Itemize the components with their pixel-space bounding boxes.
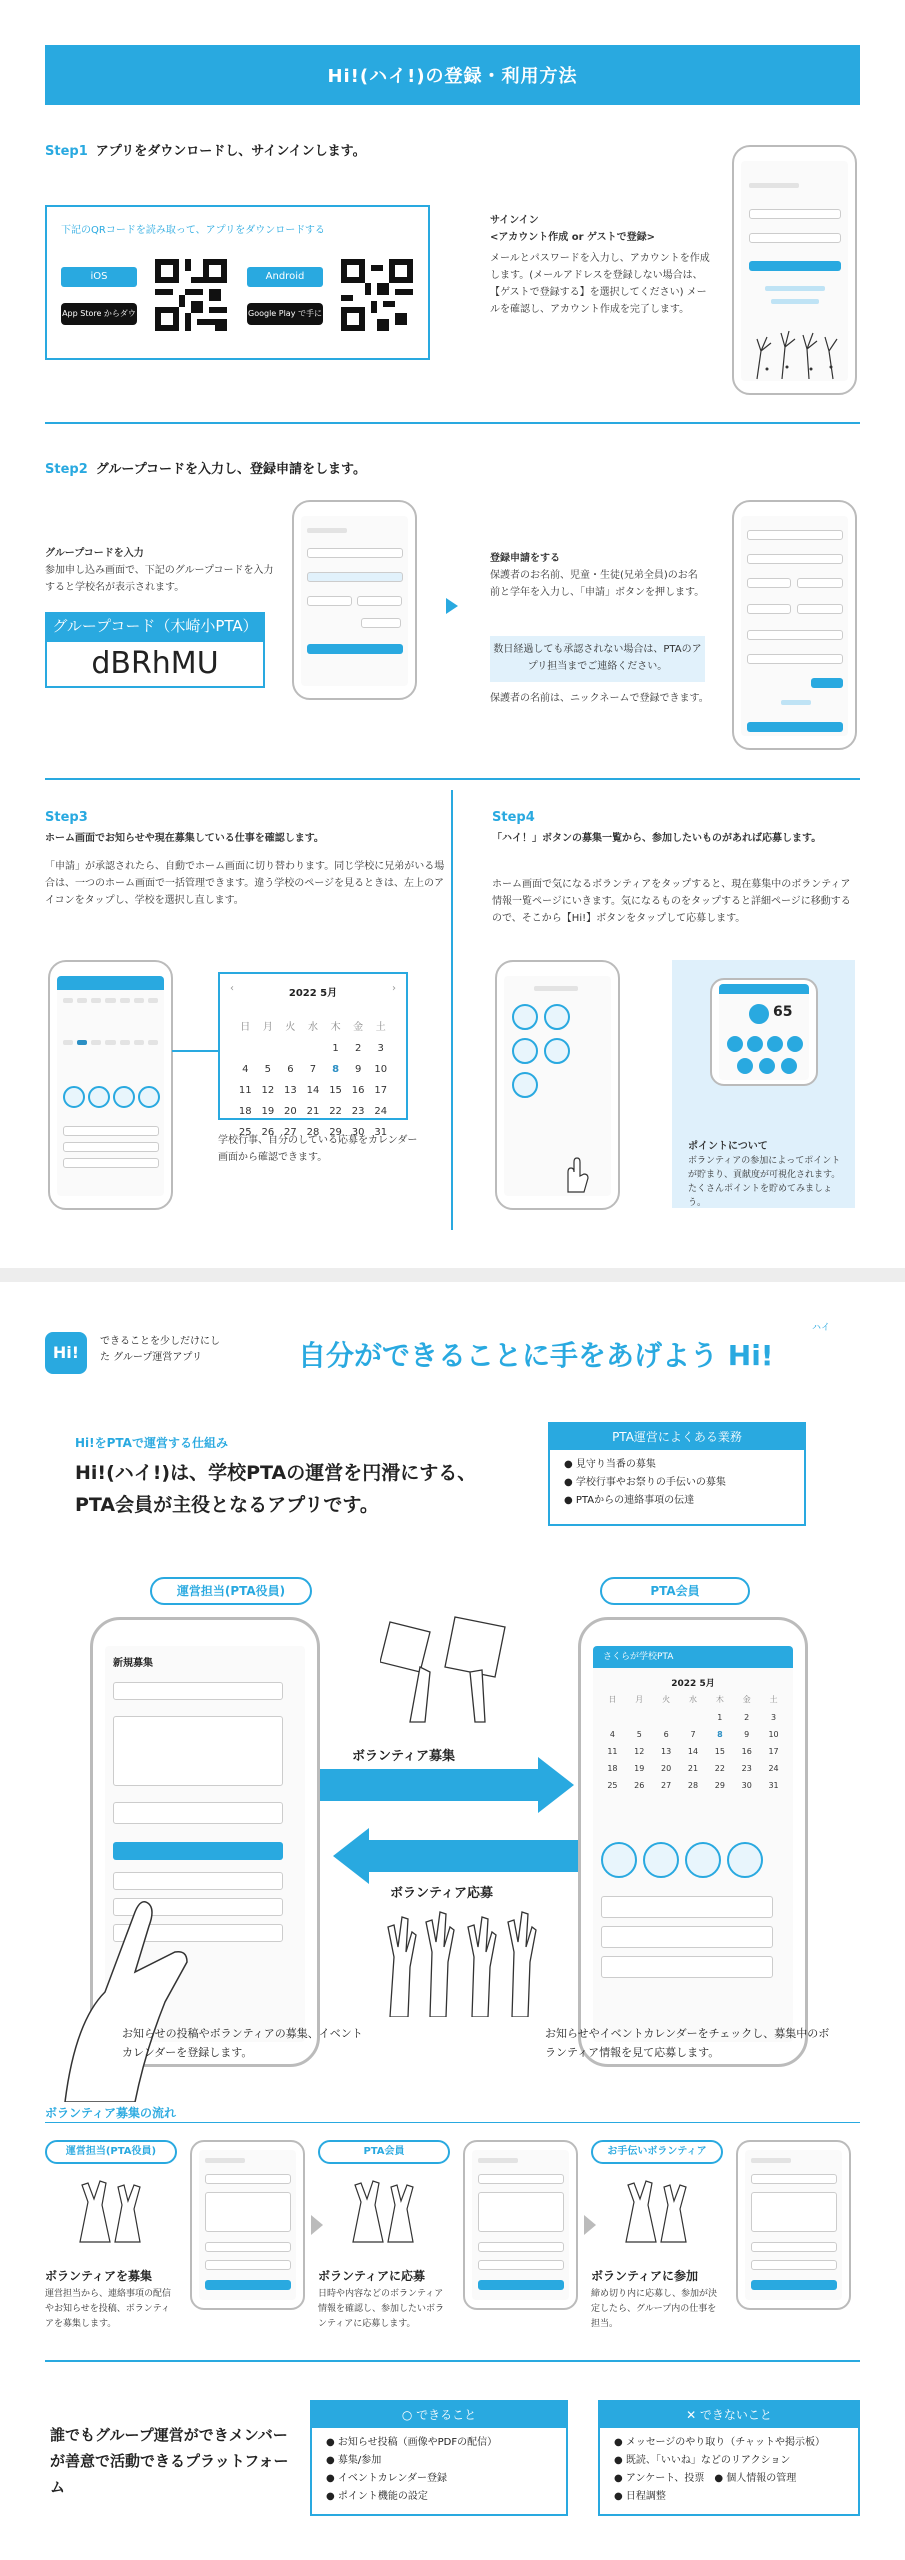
calendar-date	[599, 1713, 626, 1722]
vertical-divider	[451, 790, 453, 1230]
flow-step-phone	[190, 2140, 305, 2310]
calendar-date[interactable]: 13	[284, 1085, 297, 1096]
calendar-date[interactable]: 31	[768, 1781, 779, 1790]
apply-text: 保護者のお名前、児童・生徒(兄弟全員)のお名前と学年を入力し、「申請」ボタンを押します。	[490, 570, 705, 598]
calendar-date[interactable]: 15	[329, 1085, 342, 1096]
calendar-date	[279, 1043, 302, 1054]
member-caption: お知らせやイベントカレンダーをチェックし、募集中のボランティア情報を見て応募します。	[545, 2027, 830, 2059]
calendar-date	[257, 1043, 280, 1054]
step3-number: Step3	[45, 810, 88, 825]
calendar-date[interactable]: 21	[687, 1764, 699, 1773]
calendar-date[interactable]: 12	[261, 1085, 275, 1096]
calendar-weekday: 火	[662, 1695, 671, 1704]
calendar-date[interactable]: 3	[377, 1043, 384, 1054]
group-code-text: 参加申し込み画面で、下記のグループコードを入力すると学校名が表示されます。	[45, 565, 274, 593]
calendar-date[interactable]: 9	[744, 1730, 750, 1739]
calendar-weekday: 日	[240, 1022, 251, 1033]
pointing-hand-illustration	[45, 1852, 205, 2102]
calendar-date[interactable]: 11	[238, 1085, 252, 1096]
list-item: ● ポイント機能の設定	[326, 2491, 428, 2502]
calendar-weekday: 土	[375, 1022, 386, 1033]
flow-section-title: ボランティア募集の流れ	[45, 2106, 177, 2120]
step4-heading	[492, 810, 543, 825]
step2-number: Step2	[45, 462, 88, 477]
calendar-grid	[234, 1018, 392, 1148]
calendar-weekday: 土	[769, 1695, 778, 1704]
signin-title: サインイン	[490, 215, 539, 226]
calendar-date[interactable]: 5	[636, 1730, 642, 1739]
group-code-value[interactable]: dBRhMU	[45, 640, 265, 688]
calendar-date[interactable]: 15	[714, 1747, 725, 1756]
phone-mockup-apply	[732, 500, 857, 750]
step4-text: ホーム画面で気になるボランティアをタップすると、現在募集中のボランティア情報一覧ページにいきます。気になるものをタップすると詳細ページに移動するので、そこから【Hi!】ボタンをタップして応募します。	[492, 879, 851, 924]
calendar-date[interactable]: 31	[374, 1127, 388, 1138]
calendar-date[interactable]: 9	[354, 1064, 362, 1075]
step3-title: ホーム画面でお知らせや現在募集している仕事を確認します。	[45, 833, 324, 844]
signin-subtitle: <アカウント作成 or ゲストで登録>	[490, 232, 656, 243]
calendar-date[interactable]: 16	[741, 1747, 752, 1756]
calendar-date[interactable]: 10	[374, 1064, 388, 1075]
calendar-date[interactable]: 6	[287, 1064, 294, 1075]
calendar-date[interactable]: 11	[607, 1747, 618, 1756]
headline	[298, 1334, 774, 1374]
flow-step-role: お手伝いボランティア	[591, 2140, 723, 2164]
calendar-date[interactable]: 7	[309, 1064, 317, 1075]
headline-ruby: ハイ	[812, 1323, 831, 1333]
list-item: ● 見守り当番の募集	[564, 1459, 656, 1470]
admin-caption: お知らせの投稿やボランティアの募集、イベントカレンダーを登録します。	[122, 2027, 363, 2059]
page-banner-title: Hi!(ハイ!)の登録・利用方法	[45, 45, 860, 105]
flow-step-illustration	[616, 2177, 696, 2247]
flow-step-title: ボランティアを募集	[45, 2269, 153, 2283]
headline-hi: Hi!	[727, 1339, 774, 1372]
flow-step-illustration	[70, 2177, 150, 2247]
calendar-date[interactable]: 14	[687, 1747, 699, 1756]
member-calendar-title: 2022 5月	[671, 1679, 715, 1689]
apply-arrow-icon	[333, 1828, 369, 1884]
calendar-date[interactable]: 23	[741, 1764, 752, 1773]
calendar-zoom	[218, 972, 408, 1138]
calendar-date[interactable]: 27	[661, 1781, 672, 1790]
points-panel	[672, 960, 855, 1208]
list-item: ● アンケート、投票 ● 個人情報の管理	[614, 2473, 797, 2484]
faq-box	[548, 1422, 806, 1526]
flow-arrow-icon	[311, 2215, 323, 2235]
faq-list	[550, 1450, 804, 1516]
calendar-date[interactable]: 24	[768, 1764, 779, 1773]
points-text: ボランティアの参加によってポイントが貯まり、貢献度が可視化されます。たくさんポイントを貯めてみましょう。	[688, 1156, 841, 1208]
apply-nickname-note: 保護者の名前は、ニックネームで登録できます。	[490, 693, 709, 704]
can-do-list	[312, 2428, 566, 2512]
calendar-date[interactable]: 26	[261, 1127, 275, 1138]
step4-number: Step4	[492, 810, 535, 825]
group-code-label: グループコード（木崎小PTA）	[45, 612, 265, 640]
calendar-date[interactable]: 3	[771, 1713, 777, 1722]
flow-arrow-icon	[584, 2215, 596, 2235]
page-registration-guide	[0, 0, 905, 1268]
recruit-label: ボランティア募集	[352, 1749, 455, 1764]
phone-mockup-group-code	[292, 500, 417, 700]
list-item: ● お知らせ投稿（画像やPDFの配信）	[326, 2437, 498, 2448]
faq-title: PTA運営によくある業務	[550, 1424, 804, 1450]
recruit-arrow-body	[320, 1769, 540, 1801]
flow-step-phone	[736, 2140, 851, 2310]
calendar-date[interactable]: 1	[332, 1043, 339, 1054]
ios-qr-code[interactable]	[155, 259, 227, 331]
calendar-weekday: 日	[608, 1695, 617, 1704]
appstore-badge[interactable]: App Store からダウンロード	[61, 303, 137, 325]
list-item: ● 学校行事やお祭りの手伝いの募集	[564, 1477, 726, 1488]
calendar-weekday: 水	[688, 1695, 697, 1704]
member-screen-title: さくらが学校PTA	[593, 1646, 793, 1668]
mechanism-subtitle: Hi!をPTAで運営する仕組み	[75, 1436, 228, 1450]
calendar-date[interactable]: 5	[264, 1064, 272, 1075]
calendar-weekday: 月	[262, 1022, 273, 1033]
calendar-date[interactable]: 22	[329, 1106, 342, 1117]
list-item: ● PTAからの連絡事項の伝達	[564, 1495, 695, 1506]
list-item: ● 日程調整	[614, 2491, 666, 2502]
phone-mockup-points	[710, 978, 818, 1086]
cannot-do-title: ✕ できないこと	[600, 2402, 858, 2428]
apply-label: ボランティア応募	[390, 1886, 493, 1901]
calendar-weekday: 金	[353, 1022, 364, 1033]
phone-mockup-volunteer-list	[495, 960, 620, 1210]
calendar-date[interactable]: 19	[261, 1106, 275, 1117]
calendar-date[interactable]: 23	[351, 1106, 365, 1117]
list-item: ● 既読、「いいね」などのリアクション	[614, 2455, 791, 2466]
app-description: できることを少しだけにした グループ運営アプリ	[100, 1336, 220, 1363]
calendar-weekday: 木	[715, 1695, 724, 1704]
list-item: ● 募集/参加	[326, 2455, 382, 2466]
flow-step-role: 運営担当(PTA役員)	[45, 2140, 177, 2164]
ios-label: iOS	[61, 267, 137, 287]
arrow-right-icon	[446, 598, 458, 614]
can-do-title: ○ できること	[312, 2402, 566, 2428]
calendar-prev-icon[interactable]: ‹	[230, 983, 234, 994]
phone-mockup-signin	[732, 145, 857, 395]
calendar-date[interactable]: 4	[609, 1730, 615, 1739]
connector-line	[172, 1050, 220, 1052]
step2-title: グループコードを入力し、登録申請をします。	[95, 462, 367, 477]
cannot-do-list	[600, 2428, 858, 2512]
calendar-date[interactable]: 19	[634, 1764, 645, 1773]
calendar-date[interactable]: 28	[687, 1781, 699, 1790]
divider-step1	[45, 422, 860, 424]
calendar-date	[302, 1043, 325, 1054]
calendar-weekday: 水	[307, 1022, 318, 1033]
calendar-date[interactable]: 30	[741, 1781, 752, 1790]
apply-title: 登録申請をする	[490, 553, 560, 564]
can-do-box	[310, 2400, 568, 2516]
raised-hands-many-illustration	[380, 1907, 550, 2017]
flow-step-phone	[463, 2140, 578, 2310]
phone-mockup-member	[578, 1617, 808, 2067]
holding-papers-illustration	[380, 1612, 520, 1732]
calendar-date[interactable]: 14	[306, 1085, 320, 1096]
calendar-date[interactable]: 16	[351, 1085, 365, 1096]
hi-logo: Hi!	[45, 1332, 87, 1374]
calendar-date[interactable]: 18	[607, 1764, 618, 1773]
calendar-date[interactable]: 21	[306, 1106, 320, 1117]
calendar-date[interactable]: 29	[329, 1127, 342, 1138]
divider-bottom	[45, 2360, 860, 2362]
flow-step-text: 運営担当から、連絡事項の配信やお知らせを投稿、ボランティアを募集します。	[45, 2289, 172, 2329]
signin-text: メールとパスワードを入力し、アカウントを作成します。(メールアドレスを登録しない場合は、【ゲストで登録する】を選択してください) メールを確認し、アカウント作成を完了します。	[490, 253, 710, 315]
calendar-weekday: 月	[635, 1695, 644, 1704]
qr-caption: 下記のQRコードを読み取って、アプリをダウンロードする	[61, 225, 325, 236]
flow-step-text: 日時や内容などのボランティア情報を確認し、参加したいボランティアに応募します。	[318, 2289, 445, 2329]
step2-heading	[45, 458, 366, 477]
calendar-date[interactable]: 27	[284, 1127, 297, 1138]
calendar-date[interactable]: 17	[374, 1085, 388, 1096]
flow-step-text: 締め切り内に応募し、参加が決定したら、グループ内の仕事を担当。	[591, 2289, 718, 2329]
step3-text: 「申請」が承認されたら、自動でホーム画面に切り替わります。同じ学校に兄弟がいる場合は、一つのホーム画面で一括管理できます。違う学校のページを見るときは、左上のアイコンをタップし、学校を選択し直します。	[45, 861, 445, 906]
page-app-overview	[0, 1282, 905, 2560]
calendar-title: 2022 5月	[288, 988, 338, 999]
calendar-date[interactable]: 24	[374, 1106, 388, 1117]
calendar-date[interactable]: 25	[238, 1127, 252, 1138]
step1-title: アプリをダウンロードし、サインインします。	[95, 144, 366, 159]
android-label: Android	[247, 267, 323, 287]
points-title: ポイントについて	[688, 1141, 768, 1152]
lead-text: Hi!(ハイ!)は、学校PTAの運営を円滑にする、PTA会員が主役となるアプリです。	[75, 1462, 477, 1516]
calendar-weekday: 木	[330, 1022, 341, 1033]
calendar-date[interactable]: 6	[663, 1730, 669, 1739]
step1-heading	[45, 140, 366, 159]
step3-heading	[45, 810, 96, 825]
points-value: 65	[773, 1004, 793, 1020]
qr-download-box	[45, 205, 430, 360]
list-item: ● メッセージのやり取り（チャットや掲示板）	[614, 2437, 826, 2448]
calendar-date	[234, 1043, 257, 1054]
calendar-caption: 学校行事、自分のしている応募をカレンダー画面から確認できます。	[218, 1135, 418, 1163]
calendar-date[interactable]: 30	[351, 1127, 365, 1138]
list-item: ● イベントカレンダー登録	[326, 2473, 447, 2484]
googleplay-badge[interactable]: Google Play で手に入れよう	[247, 303, 323, 325]
calendar-date[interactable]: 20	[661, 1764, 672, 1773]
calendar-date	[680, 1713, 707, 1722]
calendar-date[interactable]: 10	[768, 1730, 779, 1739]
calendar-date[interactable]: 29	[714, 1781, 725, 1790]
flow-step-role: PTA会員	[318, 2140, 450, 2164]
flow-step-title: ボランティアに参加	[591, 2269, 699, 2283]
apply-arrow-body	[368, 1840, 578, 1872]
calendar-date[interactable]: 2	[354, 1043, 362, 1054]
closing-text: 誰でもグループ運営ができメンバーが善意で活動できるプラットフォーム	[50, 2426, 289, 2496]
cannot-do-box	[598, 2400, 860, 2516]
flow-step-illustration	[343, 2177, 423, 2247]
group-code-section	[45, 545, 275, 596]
calendar-weekday: 金	[742, 1695, 751, 1704]
tap-hand-icon	[554, 1154, 594, 1194]
role-admin-pill: 運営担当(PTA役員)	[150, 1577, 312, 1605]
step1-number: Step1	[45, 144, 88, 159]
calendar-date[interactable]: 4	[242, 1064, 249, 1075]
role-member-pill: PTA会員	[600, 1577, 750, 1605]
calendar-date	[653, 1713, 680, 1722]
headline-text: 自分ができることに手をあげよう	[298, 1339, 719, 1372]
apply-section	[490, 550, 705, 601]
android-qr-code[interactable]	[341, 259, 413, 331]
flow-step-title: ボランティアに応募	[318, 2269, 426, 2283]
calendar-date[interactable]: 28	[306, 1127, 320, 1138]
divider-step2	[45, 778, 860, 780]
calendar-date[interactable]: 22	[714, 1764, 725, 1773]
calendar-weekday: 火	[285, 1022, 296, 1033]
calendar-date[interactable]: 26	[634, 1781, 645, 1790]
calendar-date	[626, 1713, 653, 1722]
signin-description	[490, 212, 715, 318]
apply-note: 数日経過しても承認されない場合は、PTAのアプリ担当までご連絡ください。	[490, 636, 705, 682]
calendar-date[interactable]: 25	[607, 1781, 618, 1790]
member-calendar-grid	[599, 1694, 787, 1798]
phone-mockup-home	[48, 960, 173, 1210]
calendar-next-icon[interactable]: ›	[392, 983, 396, 994]
calendar-date[interactable]: 7	[690, 1730, 696, 1739]
admin-screen-title: 新規募集	[113, 1658, 153, 1669]
flow-section-line	[45, 2122, 860, 2123]
calendar-date[interactable]: 2	[744, 1713, 750, 1722]
step4-title: 「ハイ！」ボタンの募集一覧から、参加したいものがあれば応募します。	[492, 833, 822, 844]
calendar-date[interactable]: 8	[717, 1730, 723, 1739]
recruit-arrow-icon	[538, 1757, 574, 1813]
calendar-date[interactable]: 20	[284, 1106, 297, 1117]
calendar-date[interactable]: 18	[238, 1106, 252, 1117]
calendar-date[interactable]: 1	[717, 1713, 723, 1722]
raised-hands-illustration	[747, 321, 845, 381]
calendar-date[interactable]: 8	[332, 1064, 340, 1075]
calendar-date[interactable]: 13	[661, 1747, 672, 1756]
calendar-date[interactable]: 17	[768, 1747, 779, 1756]
calendar-date[interactable]: 12	[634, 1747, 645, 1756]
group-code-title: グループコードを入力	[45, 548, 144, 559]
